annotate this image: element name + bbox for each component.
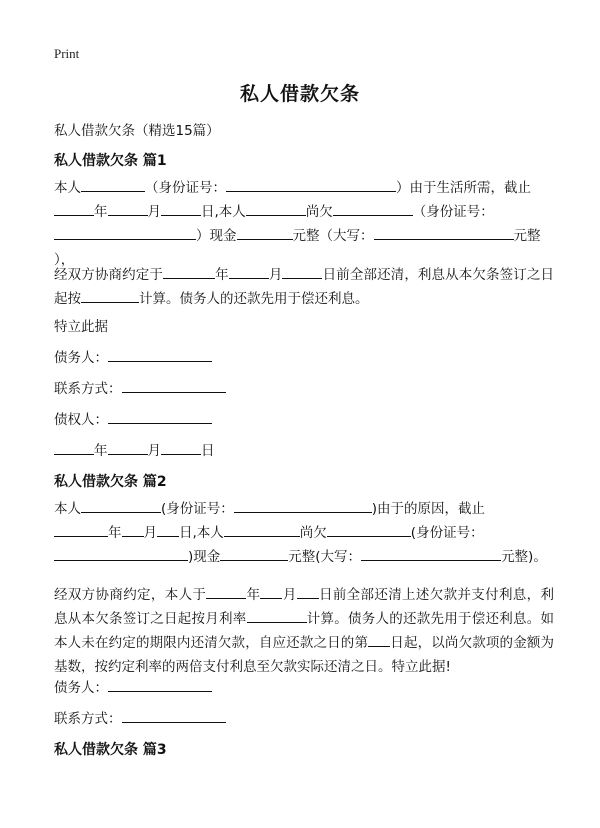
section-1-paragraph-2: [54, 263, 554, 311]
section-2-contact-line: [54, 707, 226, 727]
section-1-contact-line: [54, 377, 226, 397]
blank-contact: [122, 380, 226, 393]
print-link[interactable]: Print: [54, 46, 80, 61]
text: 元整)。: [501, 549, 547, 565]
blank-amount-capital: [361, 548, 501, 561]
blank-lender-id: [54, 227, 196, 240]
blank-month: [229, 266, 269, 279]
text: )现金: [188, 549, 221, 565]
day-label: 日: [201, 443, 215, 459]
debtor-label: 债务人：: [54, 680, 108, 696]
text: 元整(大写：: [288, 549, 362, 565]
text: ），: [54, 252, 75, 268]
blank-debtor-signature: [108, 679, 212, 692]
text: 日,本人: [201, 204, 246, 220]
section-3-heading: 私人借款欠条 篇3: [54, 742, 167, 758]
blank-creditor-signature: [108, 411, 212, 424]
blank-debtor-signature: [108, 349, 212, 362]
section-2-paragraph-2: [54, 583, 554, 679]
blank-day: [161, 442, 201, 455]
blank-month: [108, 442, 148, 455]
blank-year: [206, 586, 246, 599]
blank-day: [161, 203, 201, 216]
blank-interest-rate: [81, 290, 139, 303]
text: 日,本人: [179, 525, 224, 541]
section-1-statement: 特立此据: [54, 319, 108, 335]
text: 计算。债务人的还款先用于偿还利息。如本人未在约定的期限内还清欠款，自应还款之日的第: [54, 611, 554, 651]
blank-month: [108, 203, 148, 216]
text: )由于的原因，截止: [371, 501, 486, 517]
month-label: 月: [147, 443, 161, 459]
text: 年: [108, 525, 122, 541]
blank-borrower-name: [81, 500, 161, 513]
text: ）现金: [196, 228, 237, 244]
blank-amount: [237, 227, 293, 240]
text: 本人: [54, 180, 81, 196]
blank-day: [282, 266, 322, 279]
blank-lender-id: [54, 548, 188, 561]
text: 本人: [54, 501, 81, 517]
contact-label: 联系方式：: [54, 711, 122, 727]
text: 日起，以尚欠款项的金额为基数，按约定利率的两倍支付利息至欠款实际还清之日。特立此据!: [54, 635, 555, 675]
blank-name: [246, 203, 306, 216]
text: 尚欠: [299, 525, 327, 541]
text: 尚欠: [305, 204, 333, 220]
blank-month: [122, 524, 144, 537]
blank-day: [297, 586, 319, 599]
contact-label: 联系方式：: [54, 381, 122, 397]
text: 元整（大写：: [292, 228, 374, 244]
blank-lender-name: [333, 203, 413, 216]
text: 经双方协商约定，本人于: [54, 587, 207, 603]
blank-id-number: [226, 179, 396, 192]
blank-name: [224, 524, 300, 537]
text: 月: [282, 587, 297, 603]
text: 日前全部还清上述欠款并支付利息，利息从本欠条签订之日起按月利率: [54, 587, 554, 627]
text: 年: [94, 204, 108, 220]
blank-year: [54, 442, 94, 455]
blank-month: [260, 586, 282, 599]
text: 年: [214, 267, 229, 283]
section-2-heading: 私人借款欠条 篇2: [54, 474, 167, 490]
blank-amount: [220, 548, 288, 561]
blank-amount-capital: [374, 227, 514, 240]
text: 月: [147, 204, 161, 220]
text: 日前全部还清，利息从本欠条签订之日起按: [54, 267, 555, 307]
section-1-creditor-line: [54, 408, 212, 428]
text: 月: [268, 267, 283, 283]
debtor-label: 债务人：: [54, 350, 108, 366]
text: （身份证号：: [412, 204, 494, 220]
text: (身份证号：: [161, 501, 234, 517]
page-title: 私人借款欠条: [239, 83, 360, 105]
text: ）由于生活所需，截止: [396, 180, 531, 196]
blank-year: [54, 203, 94, 216]
blank-year: [54, 524, 108, 537]
text: 计算。债务人的还款先用于偿还利息。: [139, 291, 369, 307]
section-1-date-line: [54, 439, 215, 459]
year-label: 年: [94, 443, 108, 459]
creditor-label: 债权人：: [54, 412, 108, 428]
blank-lender-name: [327, 524, 411, 537]
section-1-debtor-line: [54, 346, 212, 366]
text: （身份证号：: [145, 180, 226, 196]
blank-borrower-name: [81, 179, 145, 192]
text: (身份证号：: [410, 525, 484, 541]
text: 元整: [513, 228, 541, 244]
blank-contact: [122, 710, 226, 723]
blank-days: [368, 634, 390, 647]
section-1-paragraph-1: [54, 176, 554, 272]
blank-year: [163, 266, 215, 279]
blank-id-number: [234, 500, 372, 513]
text: 月: [143, 525, 157, 541]
section-1-heading: 私人借款欠条 篇1: [54, 153, 167, 169]
section-2-paragraph-1: [54, 497, 554, 569]
document-subtitle: 私人借款欠条（精选15篇）: [54, 123, 220, 139]
text: 年: [246, 587, 261, 603]
blank-day: [157, 524, 179, 537]
text: 经双方协商约定于: [54, 267, 163, 283]
blank-interest-rate: [247, 610, 307, 623]
section-2-debtor-line: [54, 676, 212, 696]
